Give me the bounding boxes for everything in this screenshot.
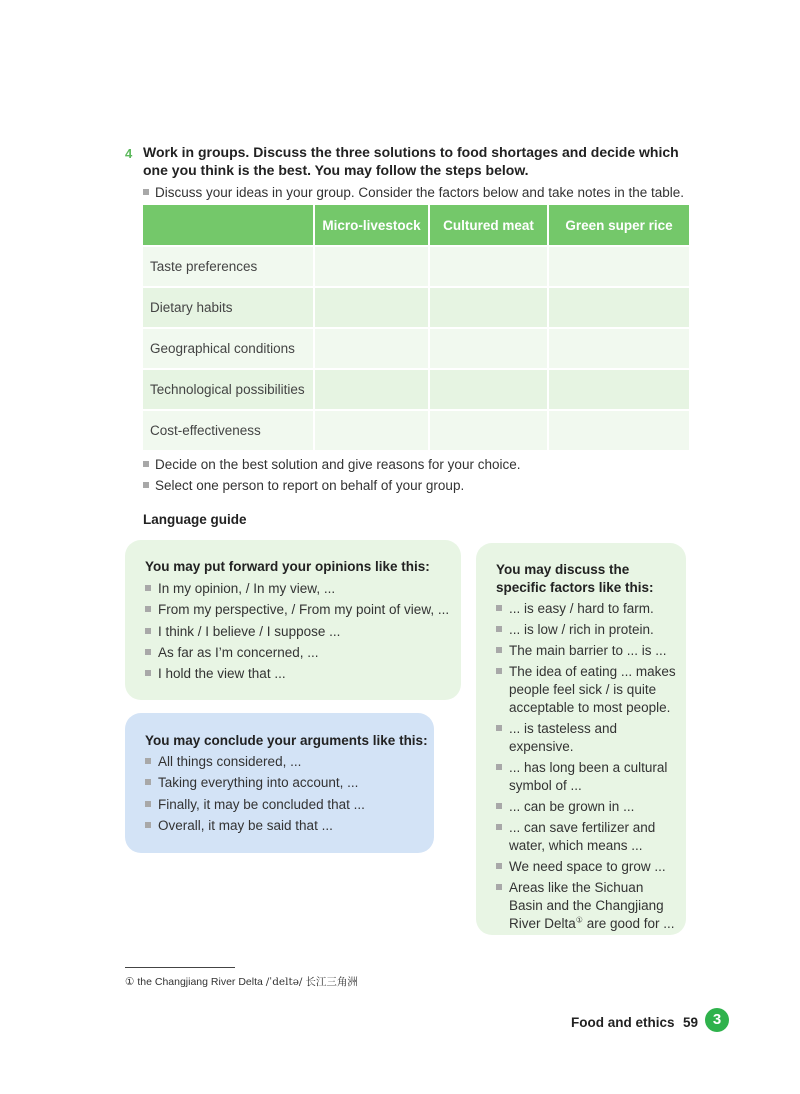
- step-2-text: Decide on the best solution and give reasons for your choice.: [155, 457, 521, 472]
- note-cell[interactable]: [429, 246, 548, 287]
- list-item: As far as I’m concerned, ...: [145, 644, 449, 662]
- list-item: The idea of eating ... makes people feel sick / is quite acceptable to most people.: [496, 663, 676, 717]
- row-label: Cost-effectiveness: [143, 410, 314, 450]
- row-label: Dietary habits: [143, 287, 314, 328]
- note-cell[interactable]: [548, 246, 689, 287]
- list-item: I think / I believe / I suppose ...: [145, 623, 449, 641]
- row-label: Taste preferences: [143, 246, 314, 287]
- task-number: 4: [125, 146, 133, 161]
- header-micro-livestock: Micro-livestock: [314, 205, 429, 246]
- list-item-text: Areas like the Sichuan Basin and the Changjiang River Delta: [509, 880, 664, 931]
- opinions-title: You may put forward your opinions like this:: [145, 559, 430, 574]
- header-green-super-rice: Green super rice: [548, 205, 689, 246]
- list-item: ... can be grown in ...: [496, 798, 676, 816]
- step-3: [143, 477, 464, 495]
- step-3-text: Select one person to report on behalf of your group.: [155, 478, 465, 493]
- footnote: [125, 974, 358, 989]
- factors-title-line-1: You may discuss the: [496, 562, 630, 577]
- list-item: ... is low / rich in protein.: [496, 621, 676, 639]
- square-bullet-icon: [143, 482, 149, 488]
- factors-box: [476, 543, 686, 935]
- table-row: [143, 410, 689, 450]
- row-label: Technological possibilities: [143, 369, 314, 410]
- header-factor: [143, 205, 314, 246]
- list-item: ... is tasteless and expensive.: [496, 720, 676, 756]
- table-row: [143, 328, 689, 369]
- note-cell[interactable]: [548, 328, 689, 369]
- list-item: I hold the view that ...: [145, 665, 449, 683]
- opinions-box: [125, 540, 461, 700]
- header-cultured-meat: Cultured meat: [429, 205, 548, 246]
- step-1-text: Discuss your ideas in your group. Consider the factors below and take notes in the table.: [155, 185, 685, 200]
- factors-title-line-2: specific factors like this:: [496, 580, 654, 595]
- list-item-text-end: are good for ...: [586, 916, 675, 931]
- list-item: The main barrier to ... is ...: [496, 642, 676, 660]
- factors-list: [496, 600, 676, 936]
- note-cell[interactable]: [429, 287, 548, 328]
- factors-table: [143, 205, 689, 450]
- footnote-text: the Changjiang River Delta: [137, 976, 263, 988]
- note-cell[interactable]: [314, 328, 429, 369]
- square-bullet-icon: [143, 189, 149, 195]
- footnote-chinese: 长江三角洲: [305, 976, 358, 988]
- opinions-list: [145, 580, 449, 686]
- conclude-title: You may conclude your arguments like this:: [145, 733, 428, 748]
- note-cell[interactable]: [548, 287, 689, 328]
- list-item: Finally, it may be concluded that ...: [145, 796, 365, 814]
- language-guide-title: Language guide: [143, 512, 247, 527]
- row-label: Geographical conditions: [143, 328, 314, 369]
- list-item: From my perspective, / From my point of view, ...: [145, 601, 449, 619]
- footnote-divider: [125, 967, 235, 968]
- unit-number-badge: 3: [705, 1008, 729, 1032]
- list-item: In my opinion, / In my view, ...: [145, 580, 449, 598]
- footnote-marker: ①: [575, 915, 583, 925]
- note-cell[interactable]: [429, 410, 548, 450]
- note-cell[interactable]: [548, 410, 689, 450]
- list-item: Taking everything into account, ...: [145, 774, 365, 792]
- conclude-list: [145, 753, 365, 838]
- note-cell[interactable]: [314, 369, 429, 410]
- footnote-mark: ①: [125, 976, 135, 988]
- conclude-box: [125, 713, 434, 853]
- list-item: Overall, it may be said that ...: [145, 817, 365, 835]
- note-cell[interactable]: [314, 246, 429, 287]
- list-item: ... can save fertilizer and water, which means ...: [496, 819, 676, 855]
- table-row: [143, 287, 689, 328]
- table-row: [143, 246, 689, 287]
- note-cell[interactable]: [548, 369, 689, 410]
- table-row: [143, 369, 689, 410]
- list-item: ... is easy / hard to farm.: [496, 600, 676, 618]
- unit-name: Food and ethics: [571, 1015, 675, 1030]
- page-number: 59: [683, 1015, 699, 1030]
- table-header-row: [143, 205, 689, 246]
- list-item: All things considered, ...: [145, 753, 365, 771]
- list-item: ... has long been a cultural symbol of ...: [496, 759, 676, 795]
- note-cell[interactable]: [314, 287, 429, 328]
- step-1: [143, 184, 684, 202]
- task-title: Work in groups. Discuss the three solutions to food shortages and decide which one you think is the best. You may follow the steps below.: [143, 144, 679, 178]
- footnote-phonetic: /ˈdeltə/: [265, 976, 303, 988]
- list-item: [496, 879, 676, 933]
- factors-title: [496, 561, 654, 597]
- square-bullet-icon: [143, 461, 149, 467]
- list-item: We need space to grow ...: [496, 858, 676, 876]
- note-cell[interactable]: [429, 328, 548, 369]
- note-cell[interactable]: [429, 369, 548, 410]
- step-2: [143, 456, 520, 474]
- note-cell[interactable]: [314, 410, 429, 450]
